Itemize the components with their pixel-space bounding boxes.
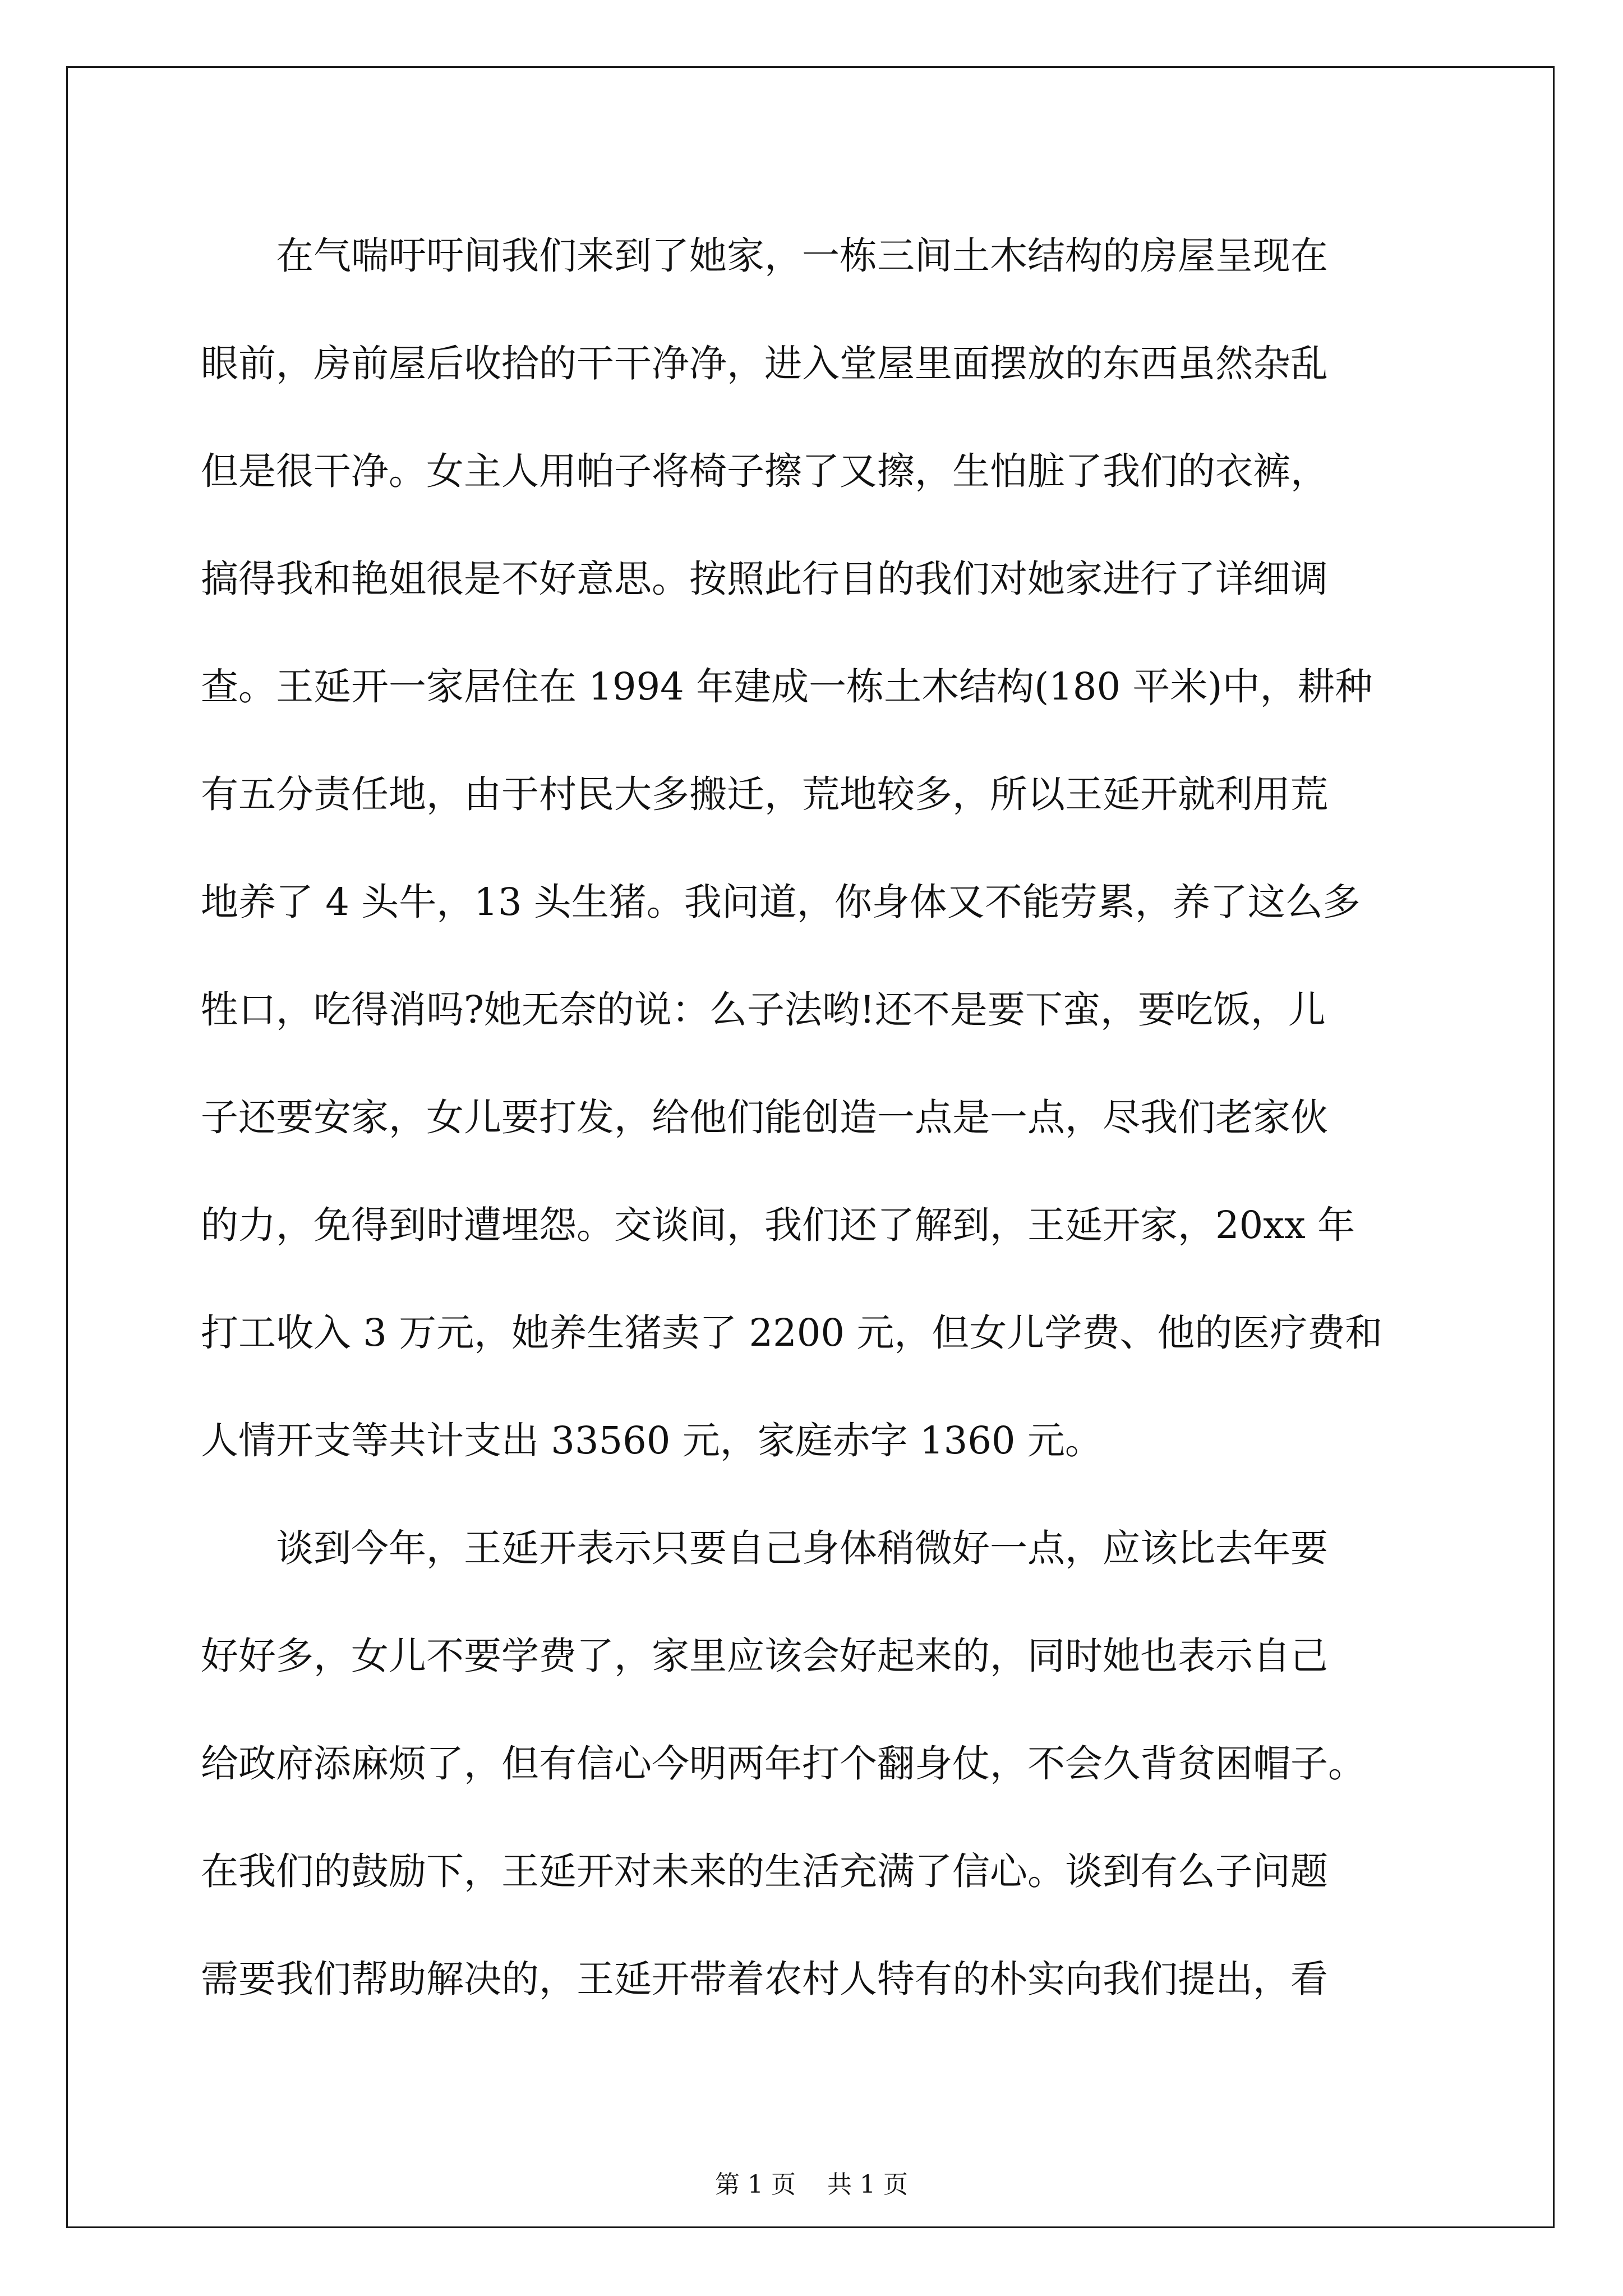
text-line: 打工收入 3 万元，她养生猪卖了 2200 元，但女儿学费、他的医疗费和 bbox=[201, 1311, 1383, 1355]
text-line: 但是很干净。女主人用帕子将椅子擦了又擦，生怕脏了我们的衣裤， bbox=[201, 449, 1328, 493]
text-line: 给政府添麻烦了，但有信心今明两年打个翻身仗，不会久背贫困帽子。 bbox=[201, 1742, 1366, 1786]
text-line: 眼前，房前屋后收拾的干干净净，进入堂屋里面摆放的东西虽然杂乱 bbox=[201, 342, 1328, 385]
document-body bbox=[201, 202, 1429, 2033]
paragraph-1 bbox=[201, 202, 1429, 1494]
text-line: 有五分责任地，由于村民大多搬迁，荒地较多，所以王延开就利用荒 bbox=[201, 772, 1328, 816]
text-line: 谈到今年，王延开表示只要自己身体稍微好一点，应该比去年要 bbox=[276, 1526, 1328, 1570]
text-line: 好好多，女儿不要学费了，家里应该会好起来的，同时她也表示自己 bbox=[201, 1634, 1328, 1678]
text-line: 在我们的鼓励下，王延开对未来的生活充满了信心。谈到有么子问题 bbox=[201, 1849, 1328, 1893]
text-line: 查。王延开一家居住在 1994 年建成一栋土木结构(180 平米)中，耕种 bbox=[201, 665, 1373, 708]
text-line: 需要我们帮助解决的，王延开带着农村人特有的朴实向我们提出，看 bbox=[201, 1957, 1328, 2001]
text-line: 牲口，吃得消吗?她无奈的说：么子法哟!还不是要下蛮，要吃饭，儿 bbox=[201, 988, 1326, 1032]
page-total: 共 1 页 bbox=[827, 2170, 908, 2199]
text-line: 的力，免得到时遭埋怨。交谈间，我们还了解到，王延开家，20xx 年 bbox=[201, 1203, 1355, 1247]
page-footer bbox=[0, 2164, 1623, 2200]
text-line: 人情开支等共计支出 33560 元，家庭赤字 1360 元。 bbox=[201, 1419, 1103, 1462]
paragraph-2 bbox=[201, 1494, 1429, 2033]
text-line: 子还要安家，女儿要打发，给他们能创造一点是一点，尽我们老家伙 bbox=[201, 1096, 1328, 1139]
text-line: 在气喘吁吁间我们来到了她家，一栋三间土木结构的房屋呈现在 bbox=[276, 234, 1328, 278]
text-line: 地养了 4 头牛，13 头生猪。我问道，你身体又不能劳累，养了这么多 bbox=[201, 880, 1361, 924]
text-line: 搞得我和艳姐很是不好意思。按照此行目的我们对她家进行了详细调 bbox=[201, 557, 1328, 601]
page-number: 第 1 页 bbox=[715, 2170, 796, 2199]
